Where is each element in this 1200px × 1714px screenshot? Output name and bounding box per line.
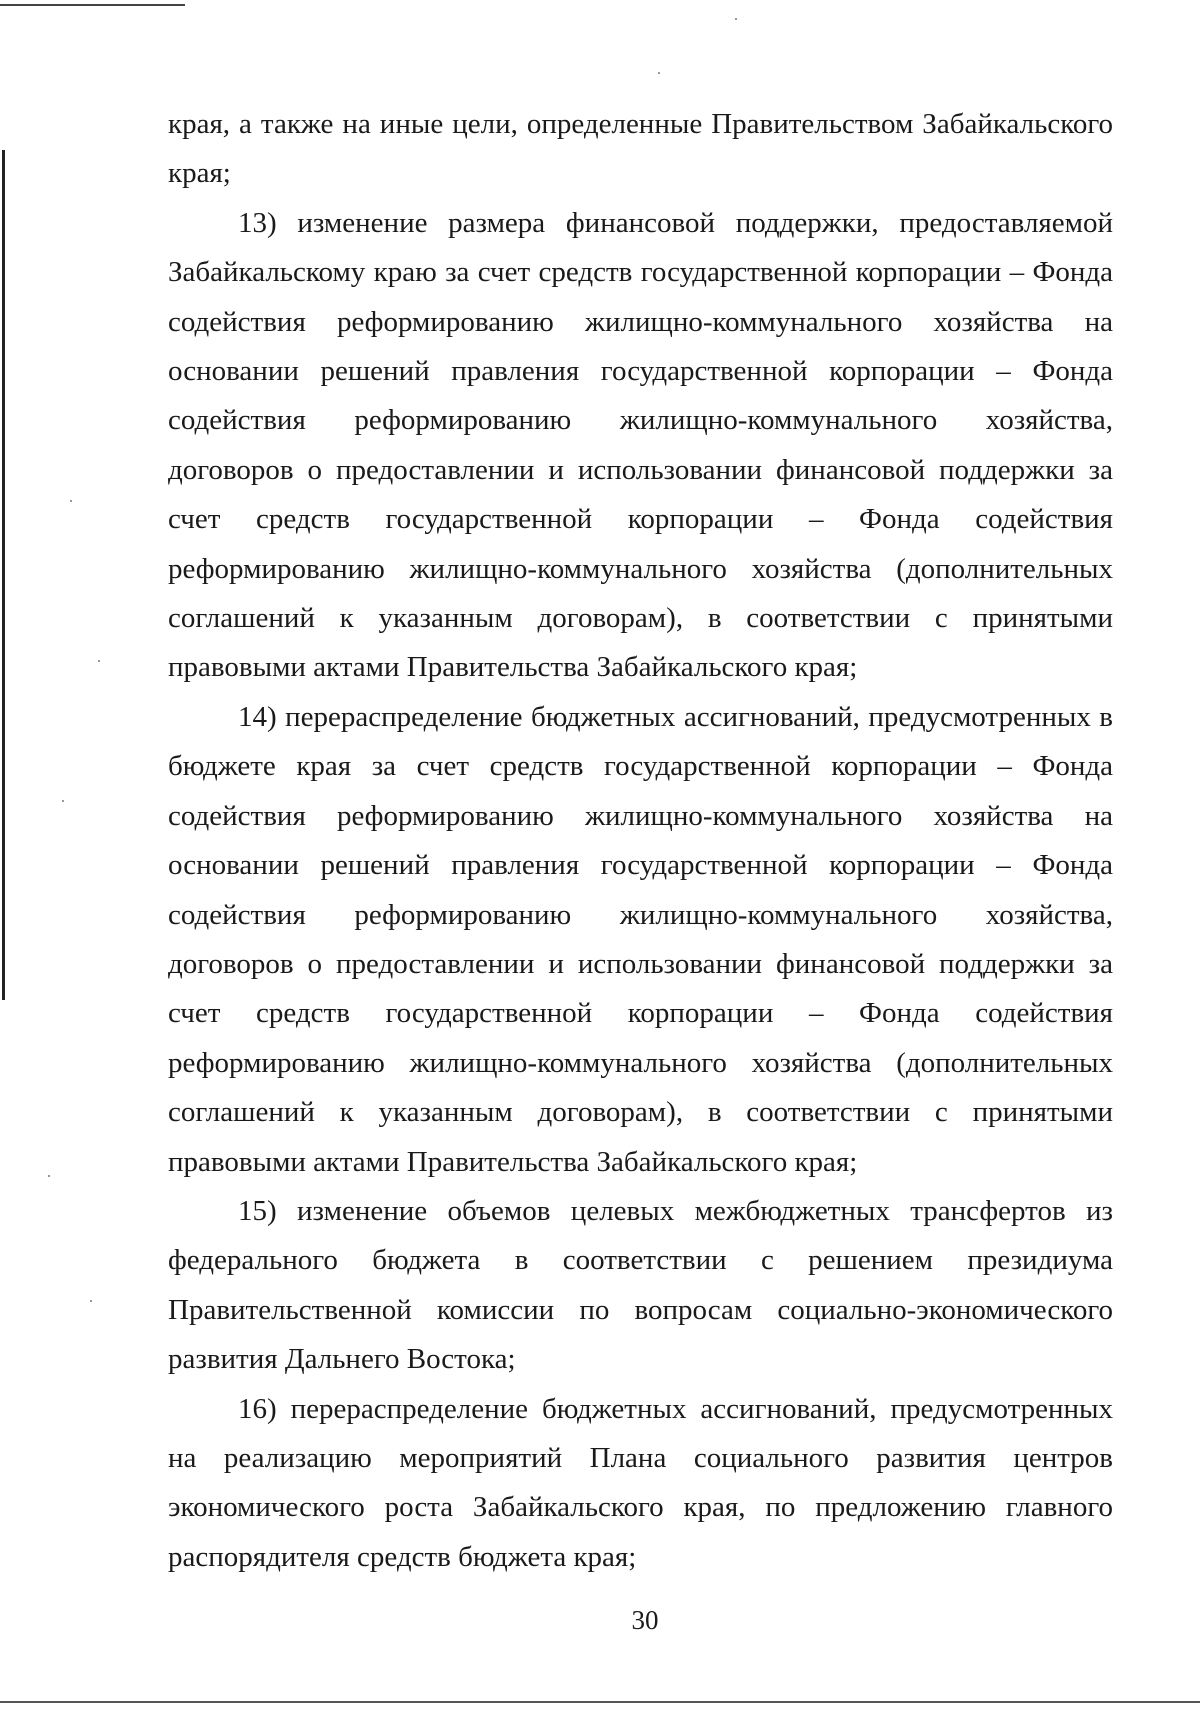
scan-speck xyxy=(98,660,100,662)
paragraph-item-14: 14) перераспределение бюджетных ассигнований, предусмотренных в бюджете края за счет средств государственной корпорации – Фонда содействия реформированию жилищно-коммунального хозяйства на основании решений правления государственной корпорации – Фонда содействия реформированию жилищно-коммунального хозяйства, договоров о предоставлении и использовании финансовой поддержки за счет средств государственной корпорации – Фонда содействия реформированию жилищно-коммунального хозяйства (дополнительных соглашений к указанным договорам), в соответствии с принятыми правовыми актами Правительства Забайкальского края; xyxy=(168,700,1113,1178)
scan-speck xyxy=(735,18,737,20)
scan-speck xyxy=(90,1300,92,1302)
paragraph-item-13: 13) изменение размера финансовой поддержки, предоставляемой Забайкальскому краю за счет средств государственной корпорации – Фонда содействия реформированию жилищно-коммунального хозяйства на основании решений правления государственной корпорации – Фонда содействия реформированию жилищно-коммунального хозяйства, договоров о предоставлении и использовании финансовой поддержки за счет средств государственной корпорации – Фонда содействия реформированию жилищно-коммунального хозяйства (дополнительных соглашений к указанным договорам), в соответствии с принятыми правовыми актами Правительства Забайкальского края; xyxy=(168,206,1113,684)
paragraph-item-16: 16) перераспределение бюджетных ассигнований, предусмотренных на реализацию мероприятий Плана социального развития центров экономического роста Забайкальского края, по предложению главного распорядителя средств бюджета края; xyxy=(168,1392,1113,1573)
paragraph-continuation: края, а также на иные цели, определенные Правительством Забайкальского края; xyxy=(168,108,1113,190)
scan-left-edge xyxy=(2,150,5,1000)
paragraph-item-15: 15) изменение объемов целевых межбюджетных трансфертов из федерального бюджета в соответствии с решением президиума Правительственной комиссии по вопросам социально-экономического развития Дальнего Востока; xyxy=(168,1194,1113,1376)
scan-bottom-rule xyxy=(0,1701,1200,1703)
scan-speck xyxy=(70,500,72,502)
page-number: 30 xyxy=(631,1605,659,1635)
scan-speck xyxy=(62,800,64,802)
scan-speck xyxy=(658,72,660,74)
document-body xyxy=(168,100,1113,1582)
scan-top-rule xyxy=(0,4,185,6)
scan-speck xyxy=(48,1175,50,1177)
